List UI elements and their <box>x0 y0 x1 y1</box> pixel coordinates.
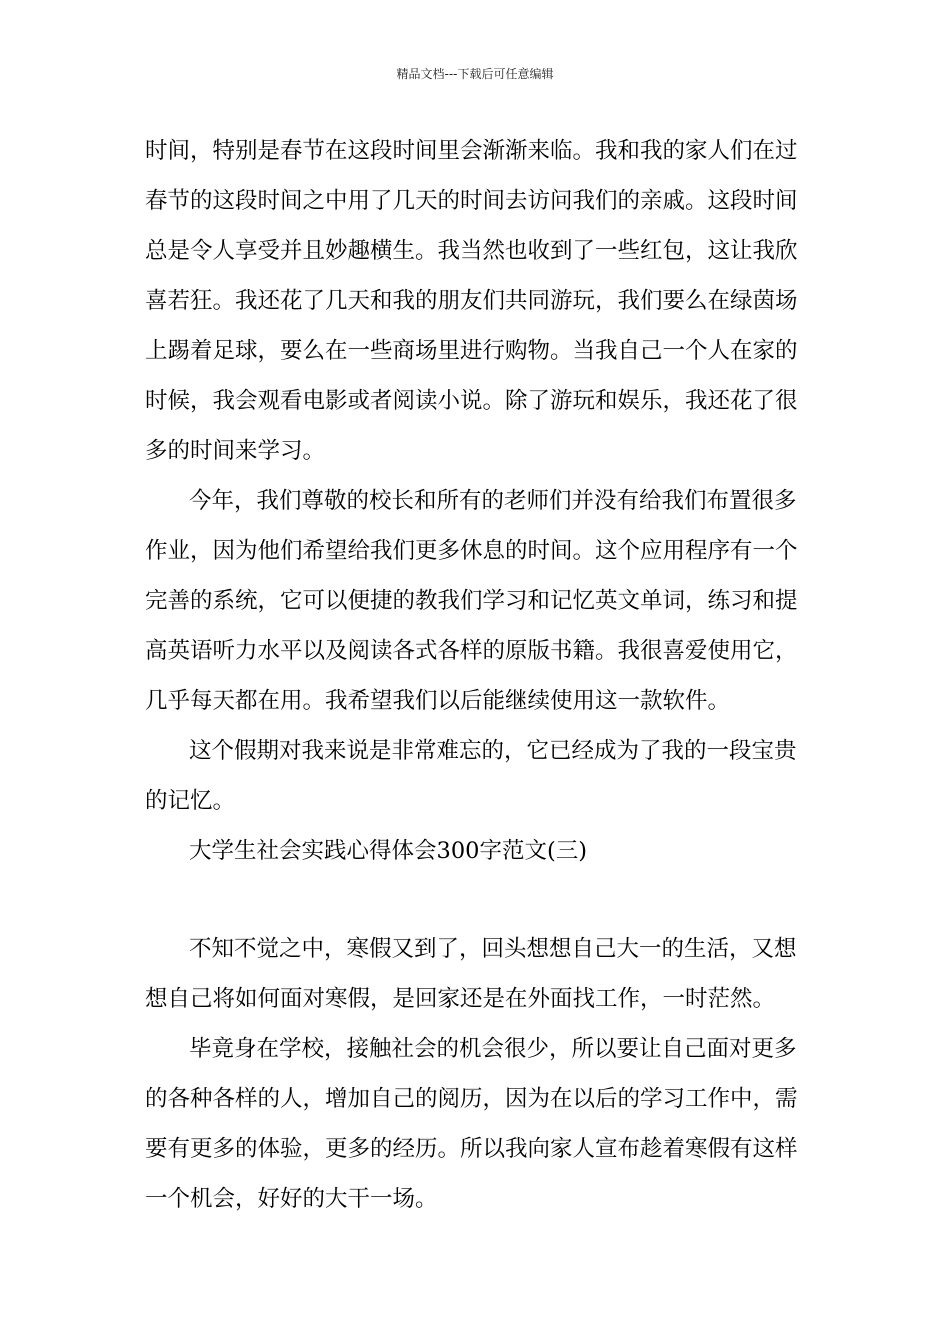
paragraph-line: 完善的系统，它可以便捷的教我们学习和记忆英文单词，练习和提 <box>145 588 798 614</box>
paragraph-line: 春节的这段时间之中用了几天的时间去访问我们的亲戚。这段时间 <box>145 188 798 214</box>
paragraph-line: 时间，特别是春节在这段时间里会渐渐来临。我和我的家人们在过 <box>145 138 798 164</box>
paragraph-line: 上踢着足球，要么在一些商场里进行购物。当我自己一个人在家的 <box>145 338 798 364</box>
paragraph-line: 作业，因为他们希望给我们更多休息的时间。这个应用程序有一个 <box>145 538 798 564</box>
paragraph-line: 的各种各样的人，增加自己的阅历，因为在以后的学习工作中，需 <box>145 1086 798 1112</box>
paragraph-line: 多的时间来学习。 <box>145 438 326 464</box>
paragraph-line: 要有更多的体验，更多的经历。所以我向家人宣布趁着寒假有这样 <box>145 1136 798 1162</box>
paragraph-line: 毕竟身在学校，接触社会的机会很少，所以要让自己面对更多 <box>189 1036 797 1062</box>
paragraph-line: 不知不觉之中，寒假又到了，回头想想自己大一的生活，又想 <box>189 936 797 962</box>
paragraph-line: 今年，我们尊敬的校长和所有的老师们并没有给我们布置很多 <box>189 488 797 514</box>
section-heading: 大学生社会实践心得体会300字范文(三) <box>189 838 588 864</box>
page-header: 精品文档---下载后可任意编辑 <box>396 67 554 81</box>
paragraph-line: 总是令人享受并且妙趣横生。我当然也收到了一些红包，这让我欣 <box>145 238 798 264</box>
paragraph-line: 的记忆。 <box>145 788 236 814</box>
paragraph-line: 几乎每天都在用。我希望我们以后能继续使用这一款软件。 <box>145 688 731 714</box>
paragraph-line: 时候，我会观看电影或者阅读小说。除了游玩和娱乐，我还花了很 <box>145 388 798 414</box>
paragraph-line: 高英语听力水平以及阅读各式各样的原版书籍。我很喜爱使用它， <box>145 638 798 664</box>
paragraph-line: 喜若狂。我还花了几天和我的朋友们共同游玩，我们要么在绿茵场 <box>145 288 798 314</box>
paragraph-line: 一个机会，好好的大干一场。 <box>145 1186 438 1212</box>
paragraph-line: 这个假期对我来说是非常难忘的，它已经成为了我的一段宝贵 <box>189 738 797 764</box>
paragraph-line: 想自己将如何面对寒假，是回家还是在外面找工作，一时茫然。 <box>145 986 776 1012</box>
